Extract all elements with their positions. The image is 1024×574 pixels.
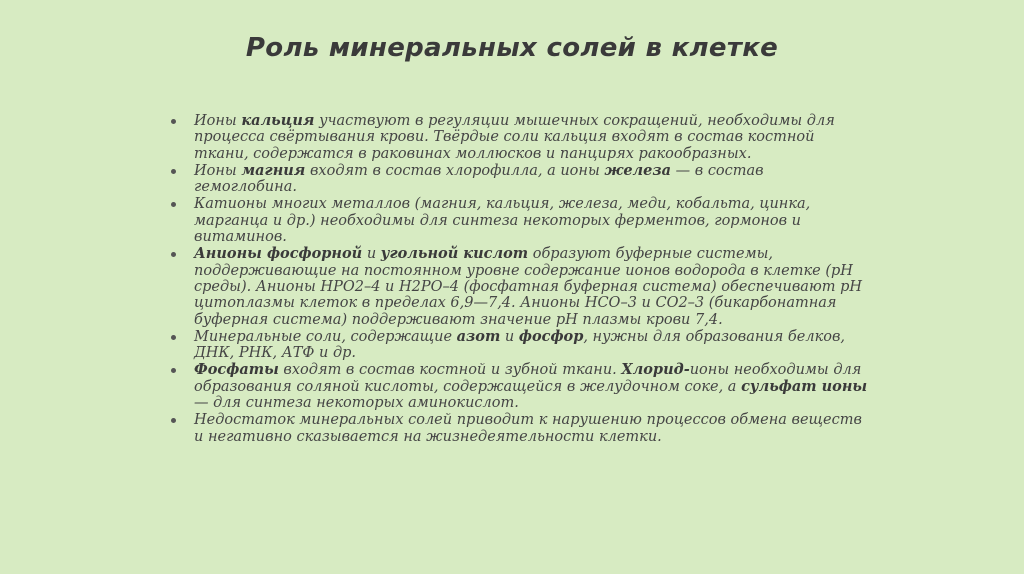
bullet-dot-icon [171,169,176,174]
bullet-text: Недостаток минеральных солей приводит к нарушению процессов обмена веществ и негативно сказывается на жизнедеятельности клетки. [194,412,862,445]
bullet-emphasis: Фосфаты [194,361,279,379]
bullet-dot-icon [171,252,176,257]
bullet-dot-icon [171,418,176,423]
bullet-text: Катионы многих металлов (магния, кальция, железа, меди, кобальта, цинка, марганца и др.) необходимы для синтеза некоторых ферментов, гормонов и витаминов. [194,196,811,246]
bullet-text: и [362,246,381,263]
bullet-text: ионы необходимы для образования соляной кислоты, содержащейся в желудочном соке, а [194,362,862,395]
bullet-text: входят в состав хлорофилла, а ионы [305,162,605,179]
slide-content [168,113,868,446]
bullet-item [168,362,868,411]
bullet-text: участвуют в регуляции мышечных сокращений, необходимы для процесса свёртывания крови. Твёрдые соли кальция входят в состав костной ткани, содержатся в раковинах моллюсков и панцирях ракообразных. [194,113,835,162]
bullet-dot-icon [171,335,176,340]
bullet-emphasis: Хлорид- [621,361,690,379]
bullet-item [168,246,868,327]
bullet-text: образуют буферные системы, поддерживающие на постоянном уровне содержание ионов водорода в клетке (pH среды). Анионы HPO2–4 и H2PO–4 (фосфатная буферная система) обеспечивают pH цитоплазмы клеток в пределах 6,9—7,4. Анионы HCO–3 и CO2–3 (бикарбонатная буферная система) поддерживают значение pH плазмы крови 7,4. [194,246,862,328]
bullet-emphasis: железа [604,161,672,179]
bullet-item [168,329,868,362]
bullet-text: , нужны для образования белков, ДНК, РНК, АТФ и др. [194,328,846,362]
bullet-text: — для синтеза некоторых аминокислот. [194,395,519,412]
bullet-text: Ионы [194,162,242,179]
bullet-emphasis: Анионы фосфорной [194,245,363,263]
bullet-dot-icon [171,202,176,207]
bullet-list [168,113,868,445]
bullet-dot-icon [171,368,176,373]
bullet-text: Минеральные соли, содержащие [194,328,457,345]
bullet-text: и [500,328,519,345]
bullet-emphasis: угольной кислот [380,245,529,263]
bullet-item [168,412,868,445]
bullet-text: Ионы [194,113,242,129]
bullet-item [168,163,868,196]
bullet-item [168,196,868,245]
bullet-item [168,113,868,162]
bullet-emphasis: азот [456,327,501,345]
bullet-emphasis: кальция [241,112,315,129]
bullet-emphasis: сульфат ионы [741,377,868,395]
bullet-text: — в состав гемоглобина. [194,162,764,196]
bullet-emphasis: магния [241,161,306,179]
bullet-text: входят в состав костной и зубной ткани. [278,362,622,379]
slide-title: Роль минеральных солей в клетке [245,33,779,63]
bullet-dot-icon [171,119,176,124]
bullet-emphasis: фосфор [518,327,584,345]
